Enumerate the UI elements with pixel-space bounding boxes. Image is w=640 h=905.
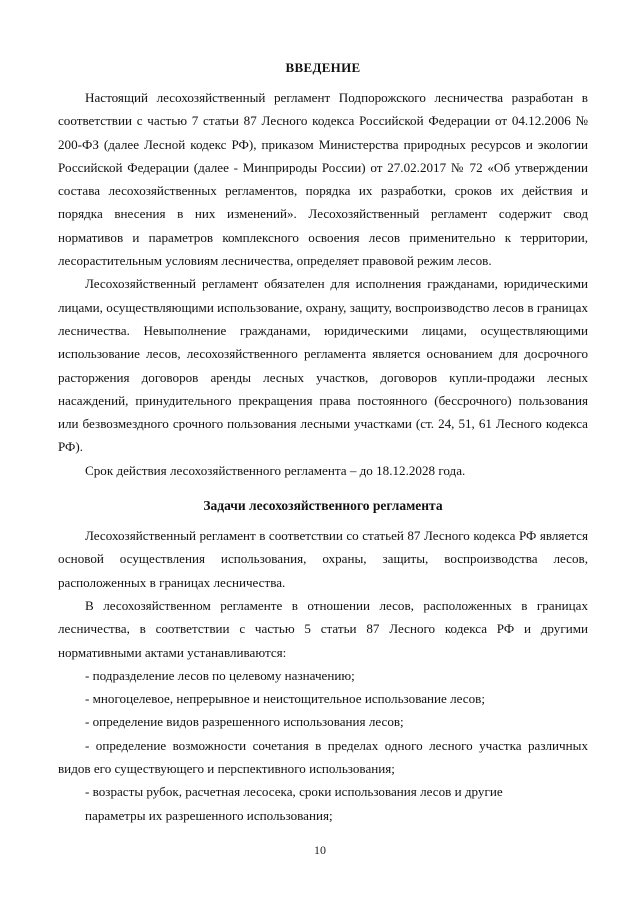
intro-paragraph: Лесохозяйственный регламент обязателен для исполнения гражданами, юридическими лицами, осуществляющими использование, охрану, защиту, воспроизводство лесов в границах лесничества. Невыполнение гражданами, юридическими лицами, осуществляющими использование лесов, лесохозяйственного регламента является основанием для досрочного расторжения договоров аренды лесных участков, договоров купли-продажи лесных насаждений, принудительного прекращения права постоянного (бессрочного) пользования или безвозмездного срочного пользования лесными участками (ст. 24, 51, 61 Лесного кодекса РФ). <box>58 276 588 455</box>
list-item: - определение видов разрешенного использования лесов; <box>85 714 404 730</box>
page-heading: ВВЕДЕНИЕ <box>285 60 361 75</box>
section-title: Задачи лесохозяйственного регламента <box>203 498 443 514</box>
spacer <box>58 482 588 498</box>
list-item: - возрасты рубок, расчетная лесосека, сроки использования лесов и другие <box>85 784 503 800</box>
section-paragraph: Лесохозяйственный регламент в соответствии со статьей 87 Лесного кодекса РФ является основой осуществления использования, охраны, защиты, воспроизводства лесов, расположенных в границах лесничества. <box>58 528 588 590</box>
list-item: - подразделение лесов по целевому назначению; <box>85 667 355 683</box>
page-content <box>58 60 588 827</box>
section-paragraph: В лесохозяйственном регламенте в отношении лесов, расположенных в границах лесничества, в соответствии с частью 5 статьи 87 Лесного кодекса РФ и другими нормативными актами устанавливаются: <box>58 597 588 660</box>
intro-paragraph: Настоящий лесохозяйственный регламент Подпорожского лесничества разработан в соответствии с частью 7 статьи 87 Лесного кодекса Российской Федерации от 04.12.2006 № 200-ФЗ (далее Лесной кодекс РФ), приказом Министерства природных ресурсов и экологии Российской Федерации (далее - Минприроды России) от 27.02.2017 № 72 «Об утверждении состава лесохозяйственных регламентов, порядка их разработки, сроков их действия и порядка внесения в них изменений». Лесохозяйственный регламент содержит свод нормативов и параметров комплексного освоения лесов применительно к территории, лесорастительным условиям лесничества, определяет правовой режим лесов. <box>58 90 588 269</box>
intro-paragraph: Срок действия лесохозяйственного регламента – до 18.12.2028 года. <box>85 462 466 478</box>
list-item: - определение возможности сочетания в пределах одного лесного участка различных видов его существующего и перспективного использования; <box>58 737 588 777</box>
task-list <box>58 664 588 827</box>
page-number: 10 <box>314 843 326 857</box>
list-item: - многоцелевое, непрерывное и неистощительное использование лесов; <box>85 691 485 707</box>
list-item: параметры их разрешенного использования; <box>85 807 333 823</box>
